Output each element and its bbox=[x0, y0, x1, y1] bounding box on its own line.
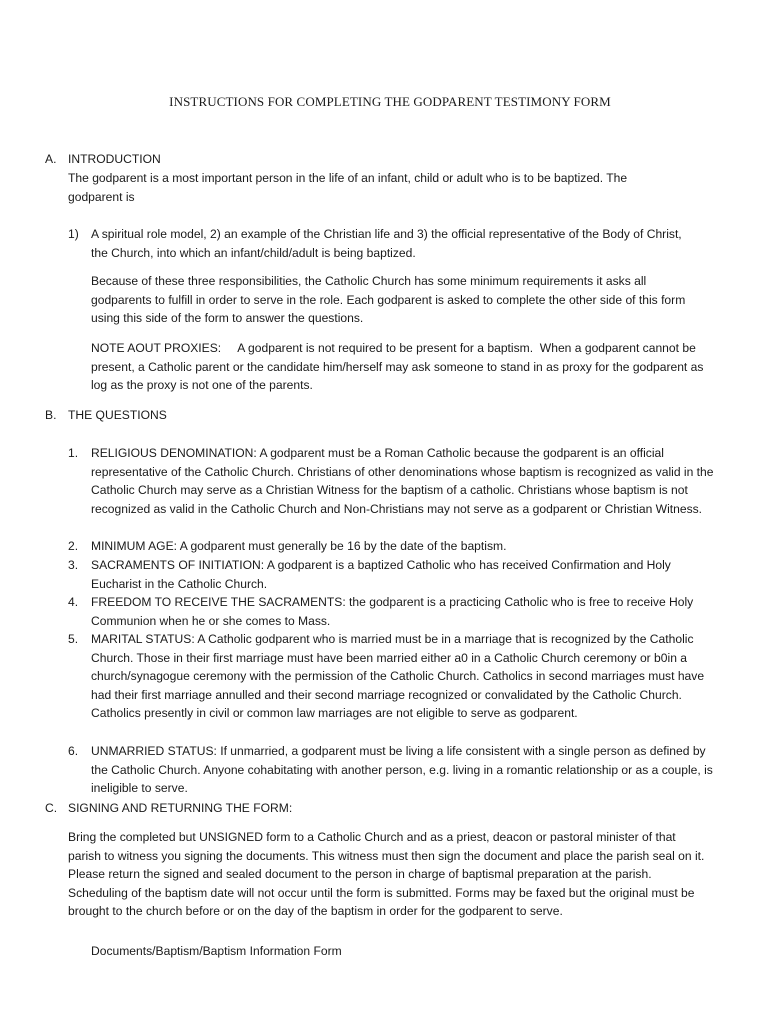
question-unmarried-status: UNMARRIED STATUS: If unmarried, a godparent must be living a life consistent with a single person as defined by the Catholic Church. Anyone cohabitating with another person, e.g. living in a romantic relationship or as a couple, is ineligible to serve. bbox=[91, 744, 713, 796]
section-a-proxies-note: NOTE AOUT PROXIES: A godparent is not required to be present for a baptism. When a godparent cannot be present, a Catholic parent or the candidate him/herself may ask someone to stand in as proxy for the godparent as log as the proxy is not one of the parents. bbox=[91, 341, 707, 393]
section-c-label: C. bbox=[45, 801, 58, 815]
section-a-intro: The godparent is a most important person in the life of an infant, child or adult who is to be baptized. The godparent is bbox=[68, 171, 628, 204]
section-a-item-number: 1) bbox=[68, 227, 79, 241]
question-number: 4. bbox=[68, 595, 79, 609]
section-b-label: B. bbox=[45, 408, 57, 422]
question-number: 6. bbox=[68, 744, 79, 758]
section-a-label: A. bbox=[45, 152, 57, 166]
page-title: INSTRUCTIONS FOR COMPLETING THE GODPARENT TESTIMONY FORM bbox=[169, 94, 611, 109]
section-b-title: THE QUESTIONS bbox=[68, 408, 167, 422]
question-freedom-to-receive: FREEDOM TO RECEIVE THE SACRAMENTS: the godparent is a practicing Catholic who is free to receive Holy Communion when he or she comes to Mass. bbox=[91, 595, 694, 628]
section-c-title: SIGNING AND RETURNING THE FORM: bbox=[68, 801, 293, 815]
question-religious-denomination: RELIGIOUS DENOMINATION: A godparent must be a Roman Catholic because the godparent is an official representative of the Catholic Church. Christians of other denominations whose baptism is recognized as valid in the Catholic Church may serve as a Christian Witness for the baptism of a catholic. Christians whose baptism is not recognized as valid in the Catholic Church and Non-Christians may not serve as a godparent or Christian Witness. bbox=[91, 446, 714, 516]
question-sacraments-of-initiation: SACRAMENTS OF INITIATION: A godparent is a baptized Catholic who has received Confirmation and Holy Eucharist in the Catholic Church. bbox=[91, 558, 671, 591]
question-marital-status: MARITAL STATUS: A Catholic godparent who is married must be in a marriage that is recognized by the Catholic Church. Those in their first marriage must have been married either a0 in a Catholic Church ceremony or b0in a church/synagogue ceremony with the permission of the Catholic Church. Catholics in second marriages must have had their first marriage annulled and their second marriage recognized or convalidated by the Catholic Church. Catholics presently in civil or common law marriages are not eligible to serve as godparent. bbox=[91, 632, 705, 721]
question-number: 5. bbox=[68, 632, 79, 646]
footer-document-path: Documents/Baptism/Baptism Information Form bbox=[91, 944, 342, 958]
question-number: 1. bbox=[68, 446, 79, 460]
section-a-item-text: A spiritual role model, 2) an example of the Christian life and 3) the official representative of the Body of Christ, the Church, into which an infant/child/adult is being baptized. bbox=[91, 227, 682, 260]
question-number: 3. bbox=[68, 558, 79, 572]
section-a-title: INTRODUCTION bbox=[68, 152, 161, 166]
section-c-paragraph: Bring the completed but UNSIGNED form to a Catholic Church and as a priest, deacon or pastoral minister of that parish to witness you signing the documents. This witness must then sign the document and place the parish seal on it. Please return the signed and sealed document to the person in charge of baptismal preparation at the parish. Scheduling of the baptism date will not occur until the form is submitted. Forms may be faxed but the original must be brought to the church before or on the day of the baptism in order for the godparent to serve. bbox=[68, 830, 705, 919]
question-minimum-age: MINIMUM AGE: A godparent must generally be 16 by the date of the baptism. bbox=[91, 539, 507, 553]
section-a-responsibilities-paragraph: Because of these three responsibilities, the Catholic Church has some minimum requirements it asks all godparents to fulfill in order to serve in the role. Each godparent is asked to complete the other side of this form using this side of the form to answer the questions. bbox=[91, 274, 686, 326]
question-number: 2. bbox=[68, 539, 79, 553]
